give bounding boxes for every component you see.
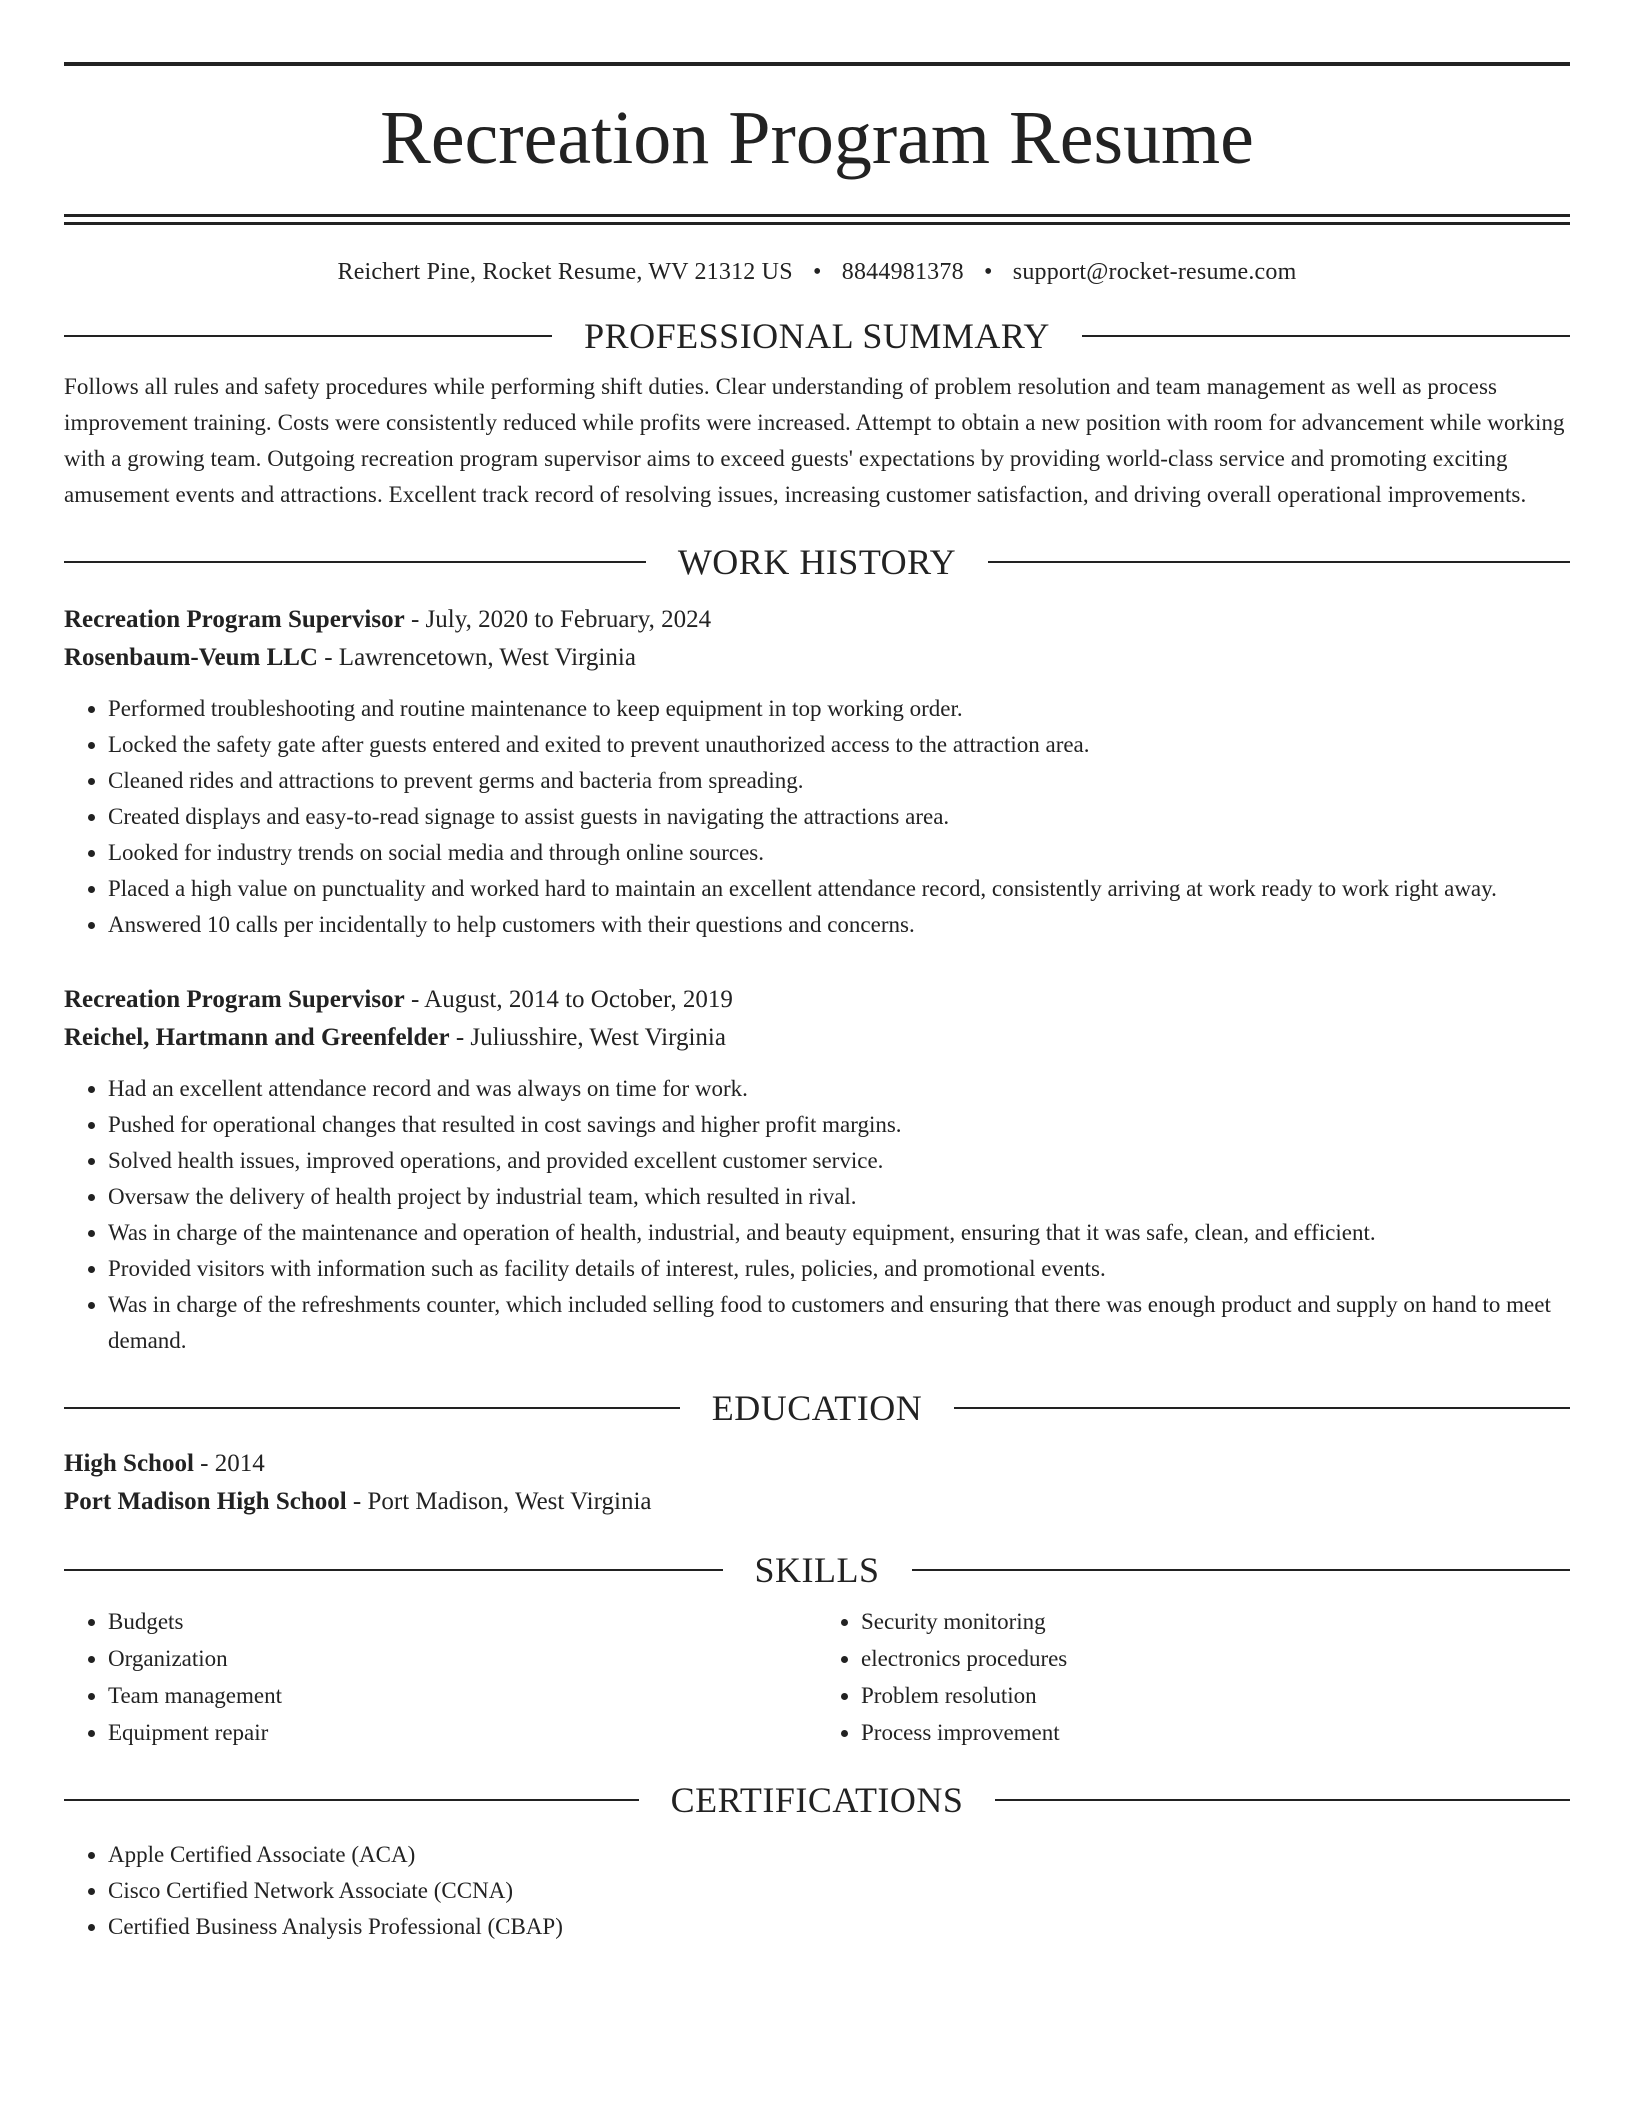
job-location: - Lawrencetown, West Virginia <box>317 644 636 671</box>
skill-item: • Process improvement <box>861 1714 1570 1751</box>
job-bullet: • Cleaned rides and attractions to prevent germs and bacteria from spreading. <box>108 763 1570 799</box>
education-location: - Port Madison, West Virginia <box>346 1488 652 1515</box>
section-heading-summary <box>64 313 1570 359</box>
section-heading-certifications <box>64 1777 1570 1823</box>
skill-item: • electronics procedures <box>861 1640 1570 1677</box>
job-bullet: • Was in charge of the maintenance and operation of health, industrial, and beauty equipment, ensuring that it was safe, clean, and efficient. <box>108 1215 1570 1251</box>
job-bullet-list <box>64 1071 1570 1359</box>
title-double-rule <box>64 214 1570 225</box>
skills-grid <box>64 1603 1570 1751</box>
job-company: Rosenbaum-Veum LLC <box>64 644 318 671</box>
section-heading-education <box>64 1385 1570 1431</box>
summary-paragraph: Follows all rules and safety procedures while performing shift duties. Clear understanding of problem resolution and team management as well as process improvement training. Costs were consistently reduced while profits were increased. Attempt to obtain a new position with room for advancement while working with a growing team. Outgoing recreation program supervisor aims to exceed guests' expectations by providing world-class service and promoting exciting amusement events and attractions. Excellent track record of resolving issues, increasing customer satisfaction, and driving overall operational improvements. <box>64 374 1565 507</box>
heading-rule <box>995 1799 1570 1801</box>
job-bullet: • Oversaw the delivery of health project by industrial team, which resulted in rival. <box>108 1179 1570 1215</box>
section-heading-skills <box>64 1547 1570 1593</box>
job-company: Reichel, Hartmann and Greenfelder <box>64 1024 450 1051</box>
skill-item: • Equipment repair <box>108 1714 817 1751</box>
job-bullet: • Performed troubleshooting and routine maintenance to keep equipment in top working order. <box>108 691 1570 727</box>
contact-address: Reichert Pine, Rocket Resume, WV 21312 US <box>337 259 793 285</box>
section-heading-work-history <box>64 539 1570 585</box>
education-entry <box>64 1445 1570 1521</box>
education-school-line <box>64 1483 1570 1521</box>
section-title: PROFESSIONAL SUMMARY <box>584 316 1050 356</box>
contact-separator: • <box>983 259 993 285</box>
job-bullet: • Placed a high value on punctuality and worked hard to maintain an excellent attendance record, consistently arriving at work ready to work right away. <box>108 871 1570 907</box>
job-bullet-list <box>64 691 1570 943</box>
section-title: CERTIFICATIONS <box>670 1780 964 1820</box>
skill-item: • Budgets <box>108 1603 817 1640</box>
job-bullet: • Was in charge of the refreshments counter, which included selling food to customers and ensuring that there was enough product and supply on hand to meet demand. <box>108 1287 1570 1359</box>
heading-rule <box>1082 335 1570 337</box>
skill-item: • Security monitoring <box>861 1603 1570 1640</box>
education-degree-line <box>64 1445 1570 1483</box>
skills-column-right <box>817 1603 1570 1751</box>
section-title: WORK HISTORY <box>677 542 957 582</box>
job-entry <box>64 601 1570 943</box>
job-bullet: • Had an excellent attendance record and was always on time for work. <box>108 1071 1570 1107</box>
resume-page <box>64 62 1570 1945</box>
skill-item: • Problem resolution <box>861 1677 1570 1714</box>
certification-item: • Apple Certified Associate (ACA) <box>108 1837 1570 1873</box>
education-degree: High School <box>64 1450 194 1477</box>
skill-item: • Organization <box>108 1640 817 1677</box>
section-title: SKILLS <box>754 1550 880 1590</box>
job-list <box>64 601 1570 1359</box>
heading-rule <box>954 1407 1570 1409</box>
education-school: Port Madison High School <box>64 1488 347 1515</box>
resume-title: Recreation Program Resume <box>380 96 1254 180</box>
job-bullet: • Looked for industry trends on social media and through online sources. <box>108 835 1570 871</box>
job-role-line <box>64 981 1570 1019</box>
job-bullet: • Created displays and easy-to-read signage to assist guests in navigating the attractions area. <box>108 799 1570 835</box>
heading-rule <box>64 561 646 563</box>
job-bullet: • Locked the safety gate after guests entered and exited to prevent unauthorized access to the attraction area. <box>108 727 1570 763</box>
section-title: EDUCATION <box>711 1388 923 1428</box>
skills-column-left <box>64 1603 817 1751</box>
job-role: Recreation Program Supervisor <box>64 986 405 1013</box>
job-company-line <box>64 639 1570 677</box>
contact-phone: 8844981378 <box>841 259 964 285</box>
job-dates: - August, 2014 to October, 2019 <box>404 986 733 1013</box>
heading-rule <box>912 1569 1571 1571</box>
job-role: Recreation Program Supervisor <box>64 606 405 633</box>
job-entry <box>64 981 1570 1359</box>
job-location: - Juliusshire, West Virginia <box>449 1024 726 1051</box>
heading-rule <box>64 1799 639 1801</box>
contact-email[interactable]: support@rocket-resume.com <box>1012 259 1297 285</box>
job-company-line <box>64 1019 1570 1057</box>
education-year: - 2014 <box>193 1450 265 1477</box>
certification-list <box>64 1837 1570 1945</box>
heading-rule <box>64 1407 680 1409</box>
top-rule <box>64 62 1570 66</box>
job-bullet: • Answered 10 calls per incidentally to help customers with their questions and concerns. <box>108 907 1570 943</box>
certification-item: • Cisco Certified Network Associate (CCNA) <box>108 1873 1570 1909</box>
certification-item: • Certified Business Analysis Professional (CBAP) <box>108 1909 1570 1945</box>
job-bullet: • Pushed for operational changes that resulted in cost savings and higher profit margins. <box>108 1107 1570 1143</box>
job-dates: - July, 2020 to February, 2024 <box>404 606 712 633</box>
heading-rule <box>64 1569 723 1571</box>
heading-rule <box>988 561 1570 563</box>
job-role-line <box>64 601 1570 639</box>
heading-rule <box>64 335 552 337</box>
job-bullet: • Solved health issues, improved operations, and provided excellent customer service. <box>108 1143 1570 1179</box>
contact-line <box>64 257 1570 287</box>
contact-separator: • <box>812 259 822 285</box>
job-bullet: • Provided visitors with information such as facility details of interest, rules, policies, and promotional events. <box>108 1251 1570 1287</box>
skill-item: • Team management <box>108 1677 817 1714</box>
